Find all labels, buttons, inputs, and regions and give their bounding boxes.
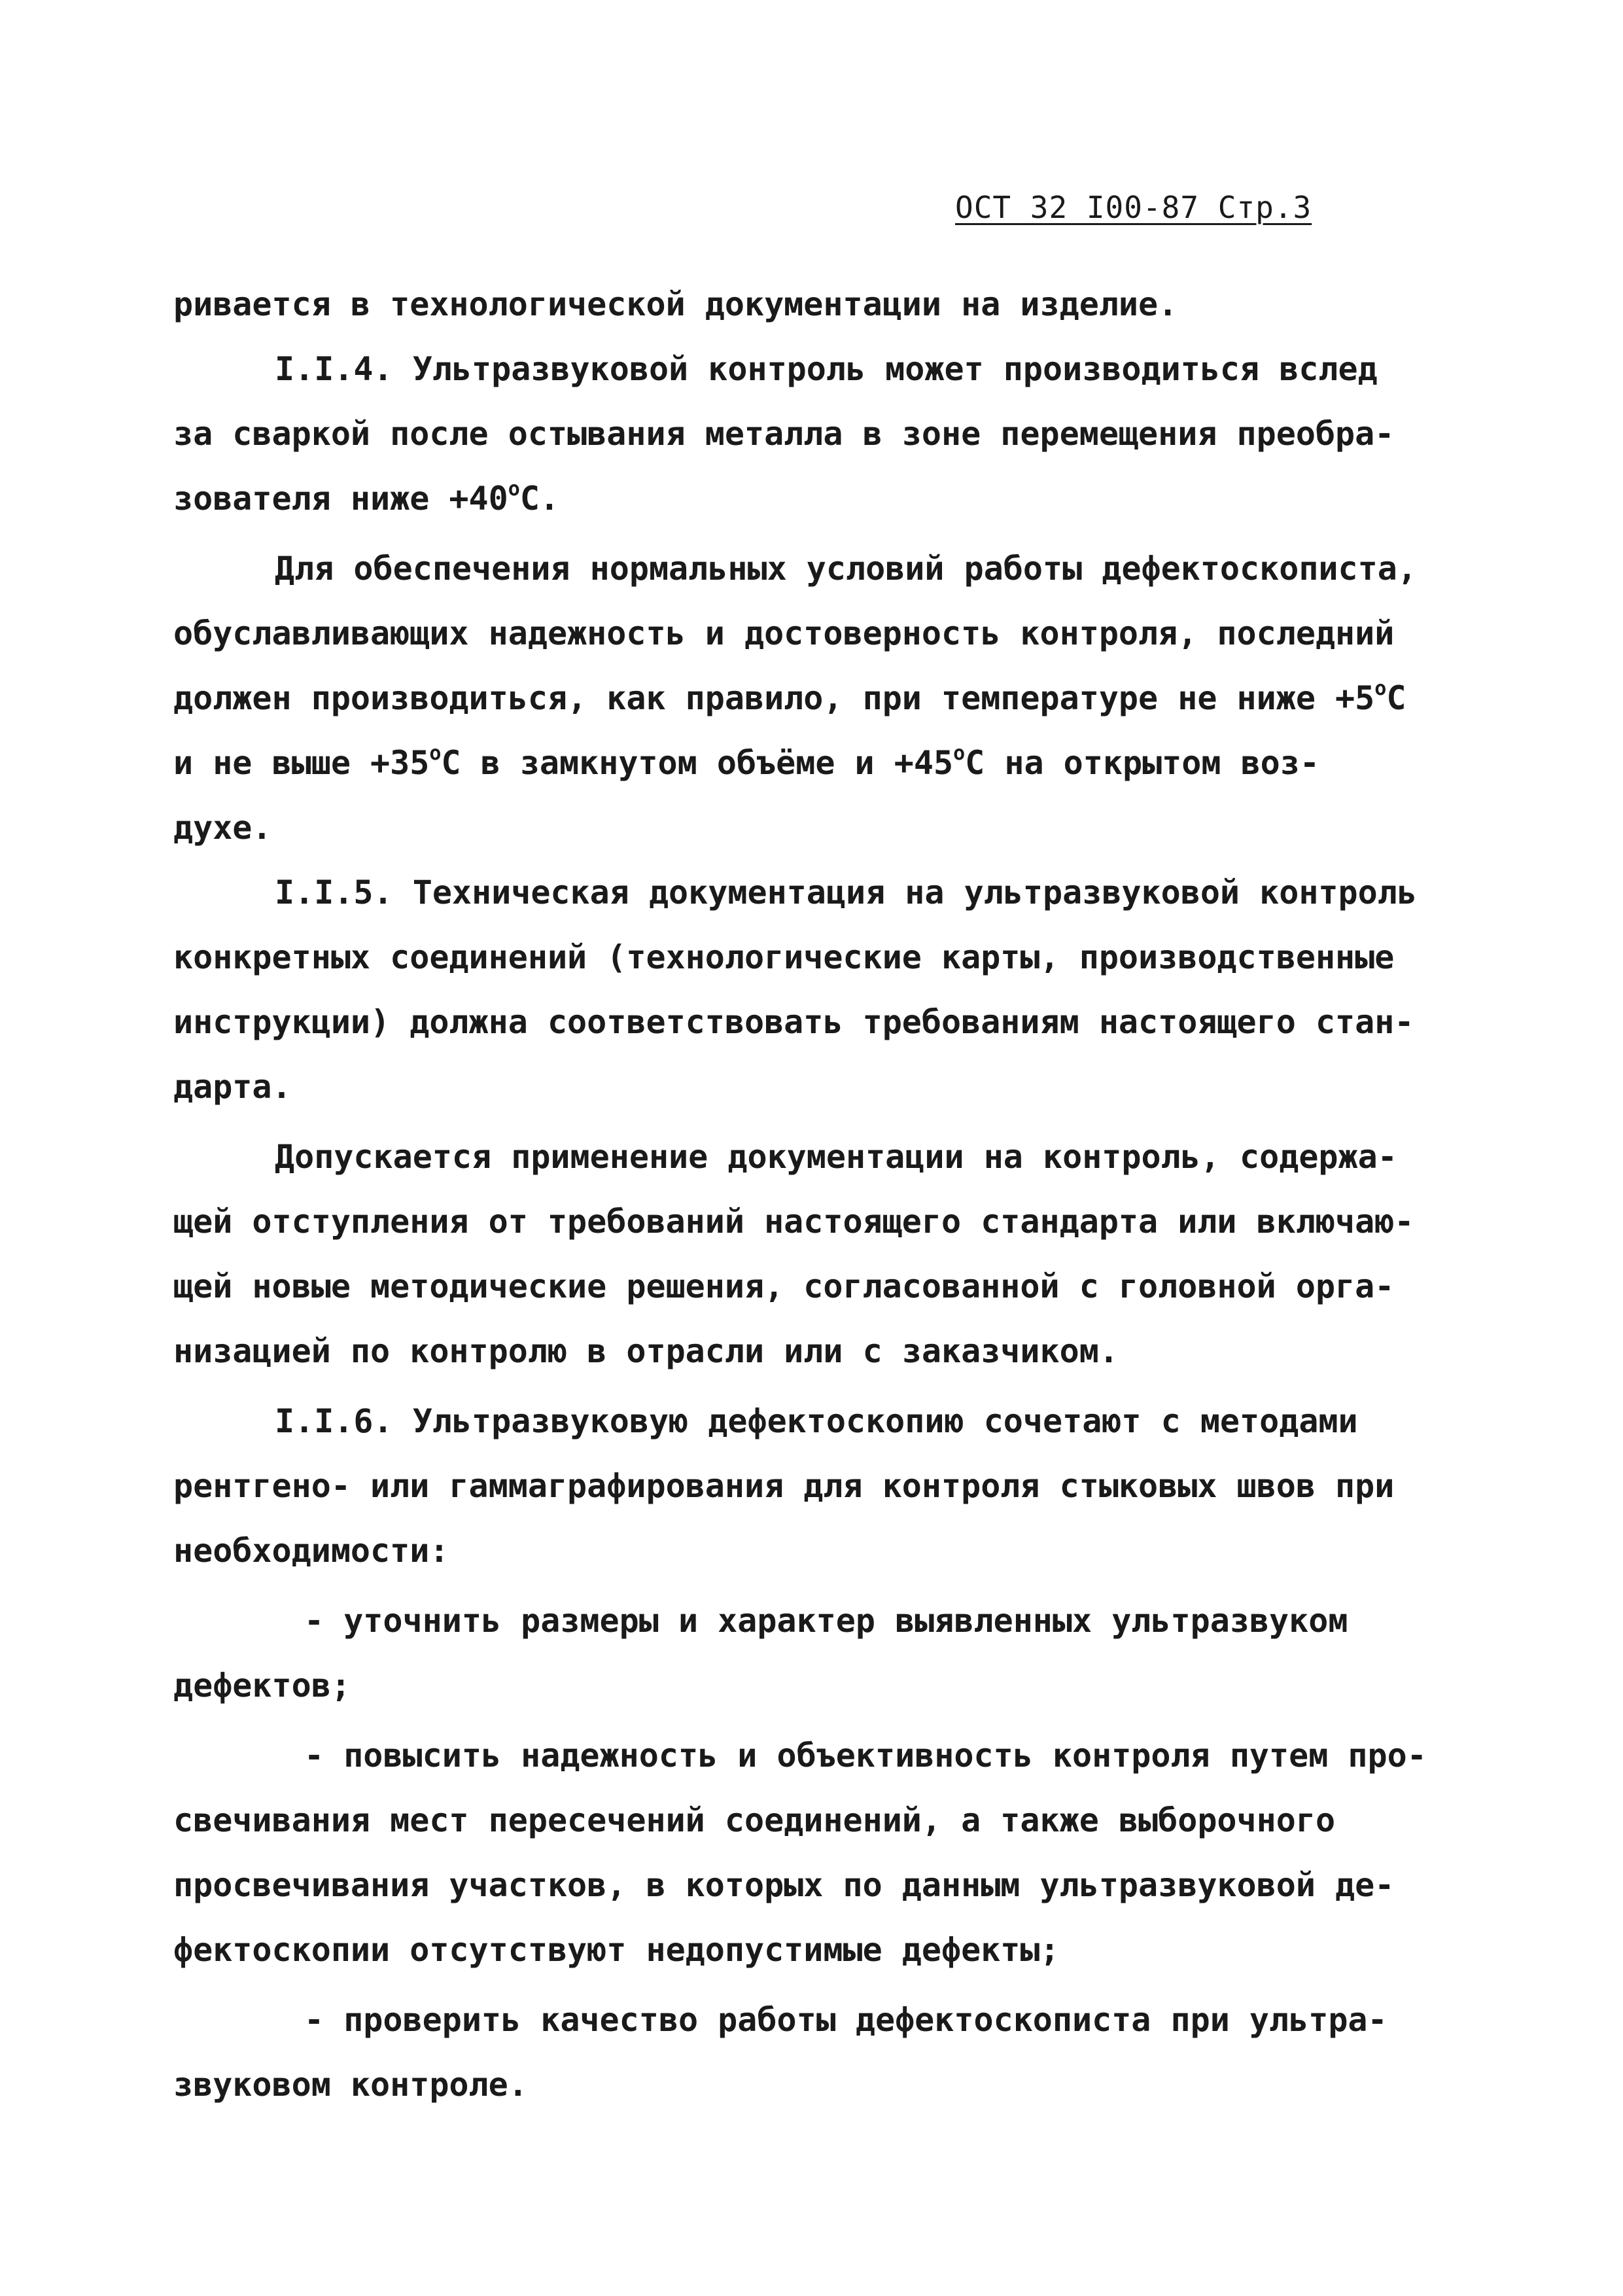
text-line: конкретных соединений (технологические карты, производственные [173,938,1395,976]
text-line: низацией по контролю в отрасли или с заказчиком. [173,1332,1119,1370]
text-line: духе. [173,809,272,847]
text-line: рентгено- или гаммаграфирования для контроля стыковых швов при [173,1467,1395,1505]
degree-sign: о [508,478,520,501]
page-header-standard-ref: ОСТ 32 I00-87 Стр.3 [955,190,1312,225]
clause-1-1-6: I.I.6. Ультразвуковую дефектоскопию сочетают с методами [275,1402,1358,1440]
text-line: фектоскопии отсутствуют недопустимые дефекты; [173,1931,1060,1969]
text-line: щей отступления от требований настоящего стандарта или включаю- [173,1203,1414,1241]
text-fragment: С [1386,679,1406,717]
degree-sign: о [429,742,442,765]
text-line: звуковом контроле. [173,2066,528,2104]
text-line: свечивания мест пересечений соединений, а также выборочного [173,1801,1336,1839]
text-line: щей новые методические решения, согласованной с головной орга- [173,1267,1395,1305]
text-fragment: С на открытом воз- [965,744,1319,782]
clause-1-1-5: I.I.5. Техническая документация на ультразвуковой контроль [275,874,1417,911]
text-line: за сваркой после остывания металла в зоне перемещения преобра- [173,415,1395,453]
list-item: - повысить надежность и объективность контроля путем про- [304,1737,1427,1775]
text-line: просвечивания участков, в которых по данным ультразвуковой де- [173,1866,1395,1904]
text-fragment: зователя ниже +40 [173,480,508,518]
text-fragment: должен производиться, как правило, при температуре не ниже +5 [173,679,1375,717]
text-line-temp-35-45 [173,742,1442,782]
document-body [173,285,1442,2133]
clause-1-1-4: I.I.4. Ультразвуковой контроль может производиться вслед [275,350,1378,388]
text-line-temp-5 [173,677,1442,717]
text-fragment: С в замкнутом объёме и +45 [441,744,954,782]
list-item: - уточнить размеры и характер выявленных ультразвуком [304,1602,1348,1640]
text-line: ривается в технологической документации на изделие. [173,285,1178,323]
text-line-temp-40 [173,478,1442,518]
text-line: дарта. [173,1068,292,1106]
text-fragment: и не выше +35 [173,744,430,782]
text-line: инструкции) должна соответствовать требованиям настоящего стан- [173,1003,1414,1041]
paragraph-start: Для обеспечения нормальных условий работы дефектоскописта, [275,550,1417,588]
text-line: обуславливающих надежность и достоверность контроля, последний [173,614,1395,652]
paragraph-start: Допускается применение документации на контроль, содержа- [275,1138,1397,1176]
text-line: дефектов; [173,1667,351,1704]
degree-sign: о [1374,677,1387,700]
text-line: необходимости: [173,1532,449,1570]
list-item: - проверить качество работы дефектоскописта при ультра- [304,2001,1387,2039]
text-fragment: С. [519,480,560,518]
degree-sign: о [953,742,966,765]
